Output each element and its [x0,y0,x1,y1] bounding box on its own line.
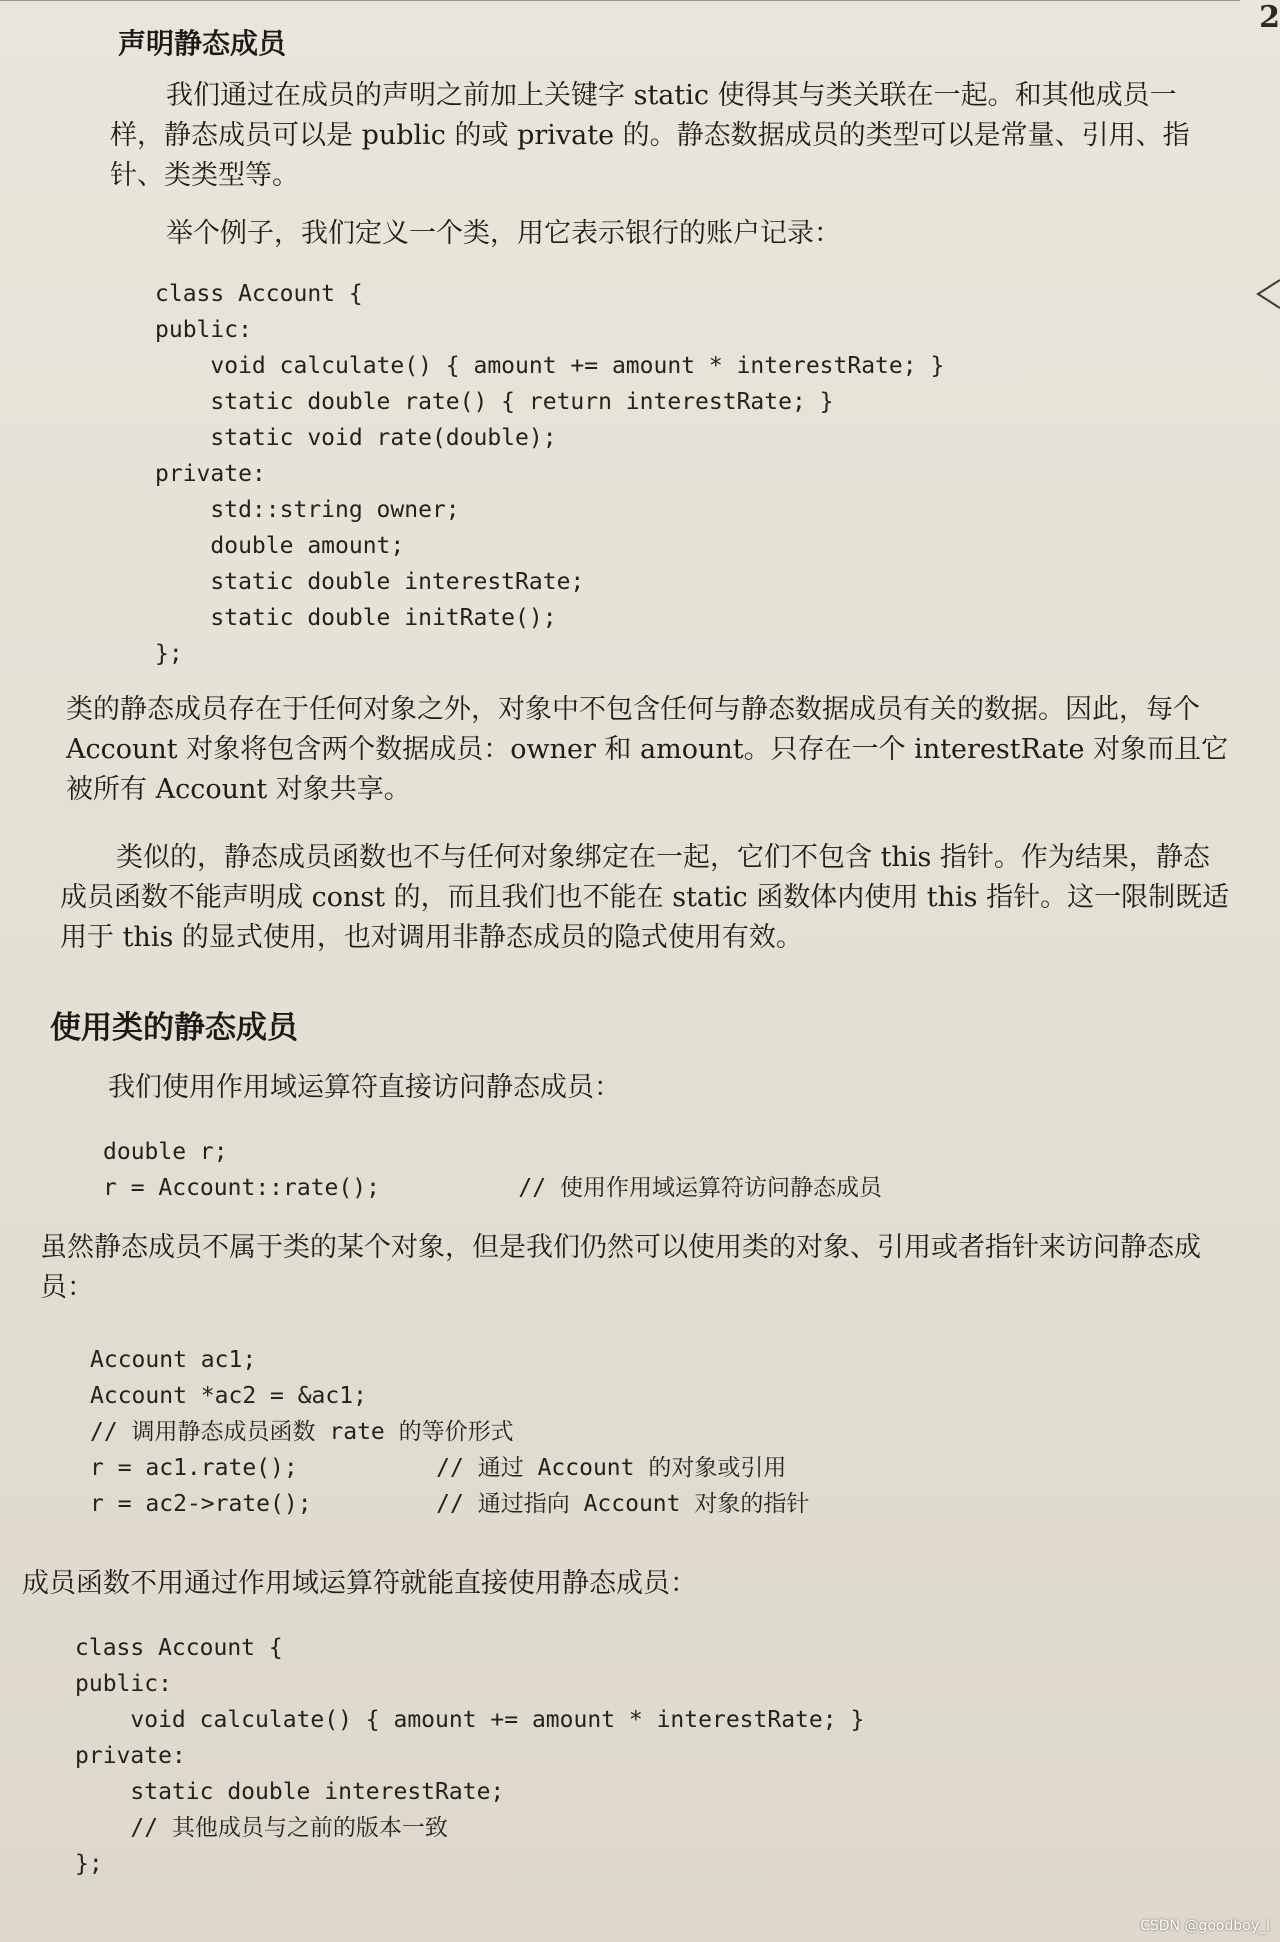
code-line: double r; [103,1139,228,1165]
code-block-scope-access [103,1134,882,1206]
code-line: r = ac2->rate(); // 通过指向 Account 对象的指针 [90,1491,810,1517]
paragraph-static-function-no-this: 类似的，静态成员函数也不与任何对象绑定在一起，它们不包含 this 指针。作为结果，静态成员函数不能声明成 const 的，而且我们也不能在 static 函数体内使用 this 指针。这一限制既适用于 this 的显式使用，也对调用非静态成员的隐式使用有效。 [60,842,1230,953]
code-line: private: [75,1743,186,1769]
code-line: double amount; [155,533,405,559]
code-line: class Account { [155,281,363,307]
code-line: Account ac1; [90,1347,257,1373]
code-line: static double interestRate; [75,1779,505,1805]
code-line: // 调用静态成员函数 rate 的等价形式 [90,1419,514,1445]
code-line: // 其他成员与之前的版本一致 [75,1815,448,1841]
code-line: r = Account::rate(); // 使用作用域运算符访问静态成员 [103,1175,882,1201]
code-line: void calculate() { amount += amount * interestRate; } [75,1707,865,1733]
paragraph-scope-operator: 我们使用作用域运算符直接访问静态成员： [108,1072,621,1103]
code-line: static double rate() { return interestRate; } [155,389,834,415]
paragraph-static-keyword: 我们通过在成员的声明之前加上关键字 static 使得其与类关联在一起。和其他成员一样，静态成员可以是 public 的或 private 的。静态数据成员的类型可以是常量、引用、指针、类类型等。 [110,80,1190,191]
code-line: static void rate(double); [155,425,557,451]
code-block-object-access [90,1342,809,1522]
code-line: private: [155,461,266,487]
code-block-calculate-member [75,1630,864,1882]
code-line: void calculate() { amount += amount * interestRate; } [155,353,945,379]
section-heading-declare-static: 声明静态成员 [118,27,287,60]
page-number: 2 [1259,0,1280,35]
paragraph-member-direct-use: 成员函数不用通过作用域运算符就能直接使用静态成员： [22,1568,697,1599]
paragraph-example-intro: 举个例子，我们定义一个类，用它表示银行的账户记录： [166,218,841,249]
section-heading-use-static: 使用类的静态成员 [50,1010,298,1046]
code-line: Account *ac2 = &ac1; [90,1383,367,1409]
margin-tab-icon [1254,278,1280,310]
code-line: std::string owner; [155,497,460,523]
code-line: public: [75,1671,172,1697]
code-line: public: [155,317,252,343]
code-line: r = ac1.rate(); // 通过 Account 的对象或引用 [90,1455,787,1481]
code-line: class Account { [75,1635,283,1661]
code-line: static double initRate(); [155,605,557,631]
code-block-account-class [155,276,944,672]
top-rule [0,0,1240,1]
code-line: }; [75,1851,103,1877]
paragraph-static-outside-object: 类的静态成员存在于任何对象之外，对象中不包含任何与静态数据成员有关的数据。因此，每个 Account 对象将包含两个数据成员：owner 和 amount。只存在一个 interestRate 对象而且它被所有 Account 对象共享。 [66,694,1229,805]
watermark: CSDN @goodboy_l [1140,1918,1270,1934]
code-line: }; [155,641,183,667]
code-line: static double interestRate; [155,569,585,595]
paragraph-object-access: 虽然静态成员不属于类的某个对象，但是我们仍然可以使用类的对象、引用或者指针来访问静态成员： [40,1232,1201,1303]
